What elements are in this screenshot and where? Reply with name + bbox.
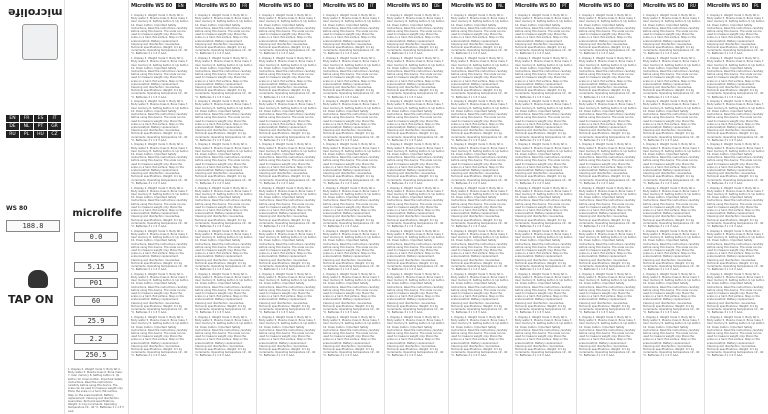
page-title: Microlife WS 80	[387, 3, 429, 9]
lcd-3: P01	[74, 278, 118, 288]
page-title: Microlife WS 80	[515, 3, 557, 9]
page-title: Microlife WS 80	[195, 3, 237, 9]
lcd-1: 0.0	[74, 232, 118, 242]
lcd-4: 60	[74, 296, 118, 306]
page-3: Microlife WS 80 ES 1. Display 2. Weight mode 3. Body fat 4. Body water 5. Muscle mass 6. Bone mass 7. User memory 8. Setting button 9. Up button 10. Down button. Important Safety Instructions. Read the instructions carefully before using this device. The scale can be used to measure weight only. Place the scale on a hard, flat surface. Step on the scale barefoot. Battery replacement. Cleaning and disinfection. Guarantee. Technical specifications. Weight: 0.1 kg increments. Operating temperature 10 - 40 °C. Batteries 3 x 1.5 V AAA. 1. Display 2. Weight mode 3. Body fat 4. Body water 5. Muscle mass 6. Bone mass 7. User memory 8. Setting button 9. Up button 10. Down button. Important Safety Instructions. Read the instructions carefully before using this device. The scale can be used to measure weight only. Place the scale on a hard, flat surface. Step on the scale barefoot. Battery replacement. Cleaning and disinfection. Guarantee. Technical specifications. Weight: 0.1 kg increments. Operating temperature 10 - 40 °C. Batteries 3 x 1.5 V AAA. 1. Display 2. Weight mode 3. Body fat 4. Body water 5. Muscle mass 6. Bone mass 7. User memory 8. Setting button 9. Up button 10. Down button. Important Safety Instructions. Read the instructions carefully before using this device. The scale can be used to measure weight only. Place the scale on a hard, flat surface. Step on the scale barefoot. Battery replacement. Cleaning and disinfection. Guarantee. Technical specifications. Weight: 0.1 kg increments. Operating temperature 10 - 40 °C. Batteries 3 x 1.5 V AAA. 1. Display 2. Weight mode 3. Body fat 4. Body water 5. Muscle mass 6. Bone mass 7. User memory 8. Setting button 9. Up button 10. Down button. Important Safety Instructions. Read the instructions carefully before using this device. The scale can be used to measure weight only. Place the scale on a hard, flat surface. Step on the scale barefoot. Battery replacement. Cleaning and disinfection. Guarantee. Technical specifications. Weight: 0.1 kg increments. Operating temperature 10 - 40 °C. Batteries 3 x 1.5 V AAA. 1. Display 2. Weight mode 3. Body fat 4. Body water 5. Muscle mass 6. Bone mass 7. User memory 8. Setting button 9. Up button 10. Down button. Important Safety Instructions. Read the instructions carefully before using this device. The scale can be used to measure weight only. Place the scale on a hard, flat surface. Step on the scale barefoot. Battery replacement. Cleaning and disinfection. Guarantee. Technical specifications. Weight: 0.1 kg increments. Operating temperature 10 - 40 °C. Batteries 3 x 1.5 V AAA. 1. Display 2. Weight mode 3. Body fat 4. Body water 5. Muscle mass 6. Bone mass 7. User memory 8. Setting button 9. Up button 10. Down button. Important Safety Instructions. Read the instructions carefully before using this device. The scale can be used to measure weight only. Place the scale on a hard, flat surface. Step on the scale barefoot. Battery replacement. Cleaning and disinfection. Guarantee. Technical specifications. Weight: 0.1 kg increments. Operating temperature 10 - 40 °C. Batteries 3 x 1.5 V AAA. 1. Display 2. Weight mode 3. Body fat 4. Body water 5. Muscle mass 6. Bone mass 7. User memory 8. Setting button 9. Up button 10. Down button. Important Safety Instructions. Read the instructions carefully before using this device. The scale can be used to measure weight only. Place the scale on a hard, flat surface. Step on the scale barefoot. Battery replacement. Cleaning and disinfection. Guarantee. Technical specifications. Weight: 0.1 kg increments. Operating temperature 10 - 40 °C. Batteries 3 x 1.5 V AAA. 1. Display 2. Weight mode 3. Body fat 4. Body water 5. Muscle mass 6. Bone mass 7. User memory 8. Setting button 9. Up button 10. Down button. Important Safety Instructions. Read the instructions carefully before using this device. The scale can be used to measure weight only. Place the scale on a hard, flat surface. Step on the scale barefoot. Battery replacement. Cleaning and disinfection. Guarantee. Technical specifications. Weight: 0.1 kg increments. Operating temperature 10 - 40 °C. Batteries 3 x 1.5 V AAA.	[256, 0, 321, 414]
foot-icon	[28, 270, 48, 288]
lcd-6: 2.2	[74, 334, 118, 344]
page-title: Microlife WS 80	[643, 3, 685, 9]
page-5: Microlife WS 80 DE 1. Display 2. Weight mode 3. Body fat 4. Body water 5. Muscle mass 6. Bone mass 7. User memory 8. Setting button 9. Up button 10. Down button. Important Safety Instructions. Read the instructions carefully before using this device. The scale can be used to measure weight only. Place the scale on a hard, flat surface. Step on the scale barefoot. Battery replacement. Cleaning and disinfection. Guarantee. Technical specifications. Weight: 0.1 kg increments. Operating temperature 10 - 40 °C. Batteries 3 x 1.5 V AAA. 1. Display 2. Weight mode 3. Body fat 4. Body water 5. Muscle mass 6. Bone mass 7. User memory 8. Setting button 9. Up button 10. Down button. Important Safety Instructions. Read the instructions carefully before using this device. The scale can be used to measure weight only. Place the scale on a hard, flat surface. Step on the scale barefoot. Battery replacement. Cleaning and disinfection. Guarantee. Technical specifications. Weight: 0.1 kg increments. Operating temperature 10 - 40 °C. Batteries 3 x 1.5 V AAA. 1. Display 2. Weight mode 3. Body fat 4. Body water 5. Muscle mass 6. Bone mass 7. User memory 8. Setting button 9. Up button 10. Down button. Important Safety Instructions. Read the instructions carefully before using this device. The scale can be used to measure weight only. Place the scale on a hard, flat surface. Step on the scale barefoot. Battery replacement. Cleaning and disinfection. Guarantee. Technical specifications. Weight: 0.1 kg increments. Operating temperature 10 - 40 °C. Batteries 3 x 1.5 V AAA. 1. Display 2. Weight mode 3. Body fat 4. Body water 5. Muscle mass 6. Bone mass 7. User memory 8. Setting button 9. Up button 10. Down button. Important Safety Instructions. Read the instructions carefully before using this device. The scale can be used to measure weight only. Place the scale on a hard, flat surface. Step on the scale barefoot. Battery replacement. Cleaning and disinfection. Guarantee. Technical specifications. Weight: 0.1 kg increments. Operating temperature 10 - 40 °C. Batteries 3 x 1.5 V AAA. 1. Display 2. Weight mode 3. Body fat 4. Body water 5. Muscle mass 6. Bone mass 7. User memory 8. Setting button 9. Up button 10. Down button. Important Safety Instructions. Read the instructions carefully before using this device. The scale can be used to measure weight only. Place the scale on a hard, flat surface. Step on the scale barefoot. Battery replacement. Cleaning and disinfection. Guarantee. Technical specifications. Weight: 0.1 kg increments. Operating temperature 10 - 40 °C. Batteries 3 x 1.5 V AAA. 1. Display 2. Weight mode 3. Body fat 4. Body water 5. Muscle mass 6. Bone mass 7. User memory 8. Setting button 9. Up button 10. Down button. Important Safety Instructions. Read the instructions carefully before using this device. The scale can be used to measure weight only. Place the scale on a hard, flat surface. Step on the scale barefoot. Battery replacement. Cleaning and disinfection. Guarantee. Technical specifications. Weight: 0.1 kg increments. Operating temperature 10 - 40 °C. Batteries 3 x 1.5 V AAA. 1. Display 2. Weight mode 3. Body fat 4. Body water 5. Muscle mass 6. Bone mass 7. User memory 8. Setting button 9. Up button 10. Down button. Important Safety Instructions. Read the instructions carefully before using this device. The scale can be used to measure weight only. Place the scale on a hard, flat surface. Step on the scale barefoot. Battery replacement. Cleaning and disinfection. Guarantee. Technical specifications. Weight: 0.1 kg increments. Operating temperature 10 - 40 °C. Batteries 3 x 1.5 V AAA. 1. Display 2. Weight mode 3. Body fat 4. Body water 5. Muscle mass 6. Bone mass 7. User memory 8. Setting button 9. Up button 10. Down button. Important Safety Instructions. Read the instructions carefully before using this device. The scale can be used to measure weight only. Place the scale on a hard, flat surface. Step on the scale barefoot. Battery replacement. Cleaning and disinfection. Guarantee. Technical specifications. Weight: 0.1 kg increments. Operating temperature 10 - 40 °C. Batteries 3 x 1.5 V AAA.	[384, 0, 449, 414]
page-text: 1. Display 2. Weight mode 3. Body fat 4. Body water 5. Muscle mass 6. Bone mass 7. User memory 8. Setting button 9. Up button 10. Down button. Important Safety Instructions. Read the instructions carefully before using this device. The scale can be used to measure weight only. Place the scale on a hard, flat surface. Step on the scale barefoot. Battery replacement. Cleaning and disinfection. Guarantee. Technical specifications. Weight: 0.1 kg increments. Operating temperature 10 - 40 °C. Batteries 3 x 1.5 V AAA. 1. Display 2. Weight mode 3. Body fat 4. Body water 5. Muscle mass 6. Bone mass 7. User memory 8. Setting button 9. Up button 10. Down button. Important Safety Instructions. Read the instructions carefully before using this device. The scale can be used to measure weight only. Place the scale on a hard, flat surface. Step on the scale barefoot. Battery replacement. Cleaning and disinfection. Guarantee. Technical specifications. Weight: 0.1 kg increments. Operating temperature 10 - 40 °C. Batteries 3 x 1.5 V AAA. 1. Display 2. Weight mode 3. Body fat 4. Body water 5. Muscle mass 6. Bone mass 7. User memory 8. Setting button 9. Up button 10. Down button. Important Safety Instructions. Read the instructions carefully before using this device. The scale can be used to measure weight only. Place the scale on a hard, flat surface. Step on the scale barefoot. Battery replacement. Cleaning and disinfection. Guarantee. Technical specifications. Weight: 0.1 kg increments. Operating temperature 10 - 40 °C. Batteries 3 x 1.5 V AAA. 1. Display 2. Weight mode 3. Body fat 4. Body water 5. Muscle mass 6. Bone mass 7. User memory 8. Setting button 9. Up button 10. Down button. Important Safety Instructions. Read the instructions carefully before using this device. The scale can be used to measure weight only. Place the scale on a hard, flat surface. Step on the scale barefoot. Battery replacement. Cleaning and disinfection. Guarantee. Technical specifications. Weight: 0.1 kg increments. Operating temperature 10 - 40 °C. Batteries 3 x 1.5 V AAA. 1. Display 2. Weight mode 3. Body fat 4. Body water 5. Muscle mass 6. Bone mass 7. User memory 8. Setting button 9. Up button 10. Down button. Important Safety Instructions. Read the instructions carefully before using this device. The scale can be used to measure weight only. Place the scale on a hard, flat surface. Step on the scale barefoot. Battery replacement. Cleaning and disinfection. Guarantee. Technical specifications. Weight: 0.1 kg increments. Operating temperature 10 - 40 °C. Batteries 3 x 1.5 V AAA. 1. Display 2. Weight mode 3. Body fat 4. Body water 5. Muscle mass 6. Bone mass 7. User memory 8. Setting button 9. Up button 10. Down button. Important Safety Instructions. Read the instructions carefully before using this device. The scale can be used to measure weight only. Place the scale on a hard, flat surface. Step on the scale barefoot. Battery replacement. Cleaning and disinfection. Guarantee. Technical specifications. Weight: 0.1 kg increments. Operating temperature 10 - 40 °C. Batteries 3 x 1.5 V AAA. 1. Display 2. Weight mode 3. Body fat 4. Body water 5. Muscle mass 6. Bone mass 7. User memory 8. Setting button 9. Up button 10. Down button. Important Safety Instructions. Read the instructions carefully before using this device. The scale can be used to measure weight only. Place the scale on a hard, flat surface. Step on the scale barefoot. Battery replacement. Cleaning and disinfection. Guarantee. Technical specifications. Weight: 0.1 kg increments. Operating temperature 10 - 40 °C. Batteries 3 x 1.5 V AAA. 1. Display 2. Weight mode 3. Body fat 4. Body water 5. Muscle mass 6. Bone mass 7. User memory 8. Setting button 9. Up button 10. Down button. Important Safety Instructions. Read the instructions carefully before using this device. The scale can be used to measure weight only. Place the scale on a hard, flat surface. Step on the scale barefoot. Battery replacement. Cleaning and disinfection. Guarantee. Technical specifications. Weight: 0.1 kg increments. Operating temperature 10 - 40 °C. Batteries 3 x 1.5 V AAA.	[451, 14, 509, 358]
lcd-5: 25.9	[74, 316, 118, 326]
page-9: Microlife WS 80 RU 1. Display 2. Weight mode 3. Body fat 4. Body water 5. Muscle mass 6. Bone mass 7. User memory 8. Setting button 9. Up button 10. Down button. Important Safety Instructions. Read the instructions carefully before using this device. The scale can be used to measure weight only. Place the scale on a hard, flat surface. Step on the scale barefoot. Battery replacement. Cleaning and disinfection. Guarantee. Technical specifications. Weight: 0.1 kg increments. Operating temperature 10 - 40 °C. Batteries 3 x 1.5 V AAA. 1. Display 2. Weight mode 3. Body fat 4. Body water 5. Muscle mass 6. Bone mass 7. User memory 8. Setting button 9. Up button 10. Down button. Important Safety Instructions. Read the instructions carefully before using this device. The scale can be used to measure weight only. Place the scale on a hard, flat surface. Step on the scale barefoot. Battery replacement. Cleaning and disinfection. Guarantee. Technical specifications. Weight: 0.1 kg increments. Operating temperature 10 - 40 °C. Batteries 3 x 1.5 V AAA. 1. Display 2. Weight mode 3. Body fat 4. Body water 5. Muscle mass 6. Bone mass 7. User memory 8. Setting button 9. Up button 10. Down button. Important Safety Instructions. Read the instructions carefully before using this device. The scale can be used to measure weight only. Place the scale on a hard, flat surface. Step on the scale barefoot. Battery replacement. Cleaning and disinfection. Guarantee. Technical specifications. Weight: 0.1 kg increments. Operating temperature 10 - 40 °C. Batteries 3 x 1.5 V AAA. 1. Display 2. Weight mode 3. Body fat 4. Body water 5. Muscle mass 6. Bone mass 7. User memory 8. Setting button 9. Up button 10. Down button. Important Safety Instructions. Read the instructions carefully before using this device. The scale can be used to measure weight only. Place the scale on a hard, flat surface. Step on the scale barefoot. Battery replacement. Cleaning and disinfection. Guarantee. Technical specifications. Weight: 0.1 kg increments. Operating temperature 10 - 40 °C. Batteries 3 x 1.5 V AAA. 1. Display 2. Weight mode 3. Body fat 4. Body water 5. Muscle mass 6. Bone mass 7. User memory 8. Setting button 9. Up button 10. Down button. Important Safety Instructions. Read the instructions carefully before using this device. The scale can be used to measure weight only. Place the scale on a hard, flat surface. Step on the scale barefoot. Battery replacement. Cleaning and disinfection. Guarantee. Technical specifications. Weight: 0.1 kg increments. Operating temperature 10 - 40 °C. Batteries 3 x 1.5 V AAA. 1. Display 2. Weight mode 3. Body fat 4. Body water 5. Muscle mass 6. Bone mass 7. User memory 8. Setting button 9. Up button 10. Down button. Important Safety Instructions. Read the instructions carefully before using this device. The scale can be used to measure weight only. Place the scale on a hard, flat surface. Step on the scale barefoot. Battery replacement. Cleaning and disinfection. Guarantee. Technical specifications. Weight: 0.1 kg increments. Operating temperature 10 - 40 °C. Batteries 3 x 1.5 V AAA. 1. Display 2. Weight mode 3. Body fat 4. Body water 5. Muscle mass 6. Bone mass 7. User memory 8. Setting button 9. Up button 10. Down button. Important Safety Instructions. Read the instructions carefully before using this device. The scale can be used to measure weight only. Place the scale on a hard, flat surface. Step on the scale barefoot. Battery replacement. Cleaning and disinfection. Guarantee. Technical specifications. Weight: 0.1 kg increments. Operating temperature 10 - 40 °C. Batteries 3 x 1.5 V AAA. 1. Display 2. Weight mode 3. Body fat 4. Body water 5. Muscle mass 6. Bone mass 7. User memory 8. Setting button 9. Up button 10. Down button. Important Safety Instructions. Read the instructions carefully before using this device. The scale can be used to measure weight only. Place the scale on a hard, flat surface. Step on the scale barefoot. Battery replacement. Cleaning and disinfection. Guarantee. Technical specifications. Weight: 0.1 kg increments. Operating temperature 10 - 40 °C. Batteries 3 x 1.5 V AAA.	[640, 0, 705, 414]
page-text: 1. Display 2. Weight mode 3. Body fat 4. Body water 5. Muscle mass 6. Bone mass 7. User memory 8. Setting button 9. Up button 10. Down button. Important Safety Instructions. Read the instructions carefully before using this device. The scale can be used to measure weight only. Place the scale on a hard, flat surface. Step on the scale barefoot. Battery replacement. Cleaning and disinfection. Guarantee. Technical specifications. Weight: 0.1 kg increments. Operating temperature 10 - 40 °C. Batteries 3 x 1.5 V AAA. 1. Display 2. Weight mode 3. Body fat 4. Body water 5. Muscle mass 6. Bone mass 7. User memory 8. Setting button 9. Up button 10. Down button. Important Safety Instructions. Read the instructions carefully before using this device. The scale can be used to measure weight only. Place the scale on a hard, flat surface. Step on the scale barefoot. Battery replacement. Cleaning and disinfection. Guarantee. Technical specifications. Weight: 0.1 kg increments. Operating temperature 10 - 40 °C. Batteries 3 x 1.5 V AAA. 1. Display 2. Weight mode 3. Body fat 4. Body water 5. Muscle mass 6. Bone mass 7. User memory 8. Setting button 9. Up button 10. Down button. Important Safety Instructions. Read the instructions carefully before using this device. The scale can be used to measure weight only. Place the scale on a hard, flat surface. Step on the scale barefoot. Battery replacement. Cleaning and disinfection. Guarantee. Technical specifications. Weight: 0.1 kg increments. Operating temperature 10 - 40 °C. Batteries 3 x 1.5 V AAA. 1. Display 2. Weight mode 3. Body fat 4. Body water 5. Muscle mass 6. Bone mass 7. User memory 8. Setting button 9. Up button 10. Down button. Important Safety Instructions. Read the instructions carefully before using this device. The scale can be used to measure weight only. Place the scale on a hard, flat surface. Step on the scale barefoot. Battery replacement. Cleaning and disinfection. Guarantee. Technical specifications. Weight: 0.1 kg increments. Operating temperature 10 - 40 °C. Batteries 3 x 1.5 V AAA. 1. Display 2. Weight mode 3. Body fat 4. Body water 5. Muscle mass 6. Bone mass 7. User memory 8. Setting button 9. Up button 10. Down button. Important Safety Instructions. Read the instructions carefully before using this device. The scale can be used to measure weight only. Place the scale on a hard, flat surface. Step on the scale barefoot. Battery replacement. Cleaning and disinfection. Guarantee. Technical specifications. Weight: 0.1 kg increments. Operating temperature 10 - 40 °C. Batteries 3 x 1.5 V AAA. 1. Display 2. Weight mode 3. Body fat 4. Body water 5. Muscle mass 6. Bone mass 7. User memory 8. Setting button 9. Up button 10. Down button. Important Safety Instructions. Read the instructions carefully before using this device. The scale can be used to measure weight only. Place the scale on a hard, flat surface. Step on the scale barefoot. Battery replacement. Cleaning and disinfection. Guarantee. Technical specifications. Weight: 0.1 kg increments. Operating temperature 10 - 40 °C. Batteries 3 x 1.5 V AAA. 1. Display 2. Weight mode 3. Body fat 4. Body water 5. Muscle mass 6. Bone mass 7. User memory 8. Setting button 9. Up button 10. Down button. Important Safety Instructions. Read the instructions carefully before using this device. The scale can be used to measure weight only. Place the scale on a hard, flat surface. Step on the scale barefoot. Battery replacement. Cleaning and disinfection. Guarantee. Technical specifications. Weight: 0.1 kg increments. Operating temperature 10 - 40 °C. Batteries 3 x 1.5 V AAA. 1. Display 2. Weight mode 3. Body fat 4. Body water 5. Muscle mass 6. Bone mass 7. User memory 8. Setting button 9. Up button 10. Down button. Important Safety Instructions. Read the instructions carefully before using this device. The scale can be used to measure weight only. Place the scale on a hard, flat surface. Step on the scale barefoot. Battery replacement. Cleaning and disinfection. Guarantee. Technical specifications. Weight: 0.1 kg increments. Operating temperature 10 - 40 °C. Batteries 3 x 1.5 V AAA.	[643, 14, 701, 358]
page-title: Microlife WS 80	[579, 3, 621, 9]
language-grid: EN FR ES IT DE NL PT GR RU PL HU CZ	[6, 115, 61, 138]
page-text: 1. Display 2. Weight mode 3. Body fat 4. Body water 5. Muscle mass 6. Bone mass 7. User memory 8. Setting button 9. Up button 10. Down button. Important Safety Instructions. Read the instructions carefully before using this device. The scale can be used to measure weight only. Place the scale on a hard, flat surface. Step on the scale barefoot. Battery replacement. Cleaning and disinfection. Guarantee. Technical specifications. Weight: 0.1 kg increments. Operating temperature 10 - 40 °C. Batteries 3 x 1.5 V AAA. 1. Display 2. Weight mode 3. Body fat 4. Body water 5. Muscle mass 6. Bone mass 7. User memory 8. Setting button 9. Up button 10. Down button. Important Safety Instructions. Read the instructions carefully before using this device. The scale can be used to measure weight only. Place the scale on a hard, flat surface. Step on the scale barefoot. Battery replacement. Cleaning and disinfection. Guarantee. Technical specifications. Weight: 0.1 kg increments. Operating temperature 10 - 40 °C. Batteries 3 x 1.5 V AAA. 1. Display 2. Weight mode 3. Body fat 4. Body water 5. Muscle mass 6. Bone mass 7. User memory 8. Setting button 9. Up button 10. Down button. Important Safety Instructions. Read the instructions carefully before using this device. The scale can be used to measure weight only. Place the scale on a hard, flat surface. Step on the scale barefoot. Battery replacement. Cleaning and disinfection. Guarantee. Technical specifications. Weight: 0.1 kg increments. Operating temperature 10 - 40 °C. Batteries 3 x 1.5 V AAA. 1. Display 2. Weight mode 3. Body fat 4. Body water 5. Muscle mass 6. Bone mass 7. User memory 8. Setting button 9. Up button 10. Down button. Important Safety Instructions. Read the instructions carefully before using this device. The scale can be used to measure weight only. Place the scale on a hard, flat surface. Step on the scale barefoot. Battery replacement. Cleaning and disinfection. Guarantee. Technical specifications. Weight: 0.1 kg increments. Operating temperature 10 - 40 °C. Batteries 3 x 1.5 V AAA. 1. Display 2. Weight mode 3. Body fat 4. Body water 5. Muscle mass 6. Bone mass 7. User memory 8. Setting button 9. Up button 10. Down button. Important Safety Instructions. Read the instructions carefully before using this device. The scale can be used to measure weight only. Place the scale on a hard, flat surface. Step on the scale barefoot. Battery replacement. Cleaning and disinfection. Guarantee. Technical specifications. Weight: 0.1 kg increments. Operating temperature 10 - 40 °C. Batteries 3 x 1.5 V AAA. 1. Display 2. Weight mode 3. Body fat 4. Body water 5. Muscle mass 6. Bone mass 7. User memory 8. Setting button 9. Up button 10. Down button. Important Safety Instructions. Read the instructions carefully before using this device. The scale can be used to measure weight only. Place the scale on a hard, flat surface. Step on the scale barefoot. Battery replacement. Cleaning and disinfection. Guarantee. Technical specifications. Weight: 0.1 kg increments. Operating temperature 10 - 40 °C. Batteries 3 x 1.5 V AAA. 1. Display 2. Weight mode 3. Body fat 4. Body water 5. Muscle mass 6. Bone mass 7. User memory 8. Setting button 9. Up button 10. Down button. Important Safety Instructions. Read the instructions carefully before using this device. The scale can be used to measure weight only. Place the scale on a hard, flat surface. Step on the scale barefoot. Battery replacement. Cleaning and disinfection. Guarantee. Technical specifications. Weight: 0.1 kg increments. Operating temperature 10 - 40 °C. Batteries 3 x 1.5 V AAA. 1. Display 2. Weight mode 3. Body fat 4. Body water 5. Muscle mass 6. Bone mass 7. User memory 8. Setting button 9. Up button 10. Down button. Important Safety Instructions. Read the instructions carefully before using this device. The scale can be used to measure weight only. Place the scale on a hard, flat surface. Step on the scale barefoot. Battery replacement. Cleaning and disinfection. Guarantee. Technical specifications. Weight: 0.1 kg increments. Operating temperature 10 - 40 °C. Batteries 3 x 1.5 V AAA.	[259, 14, 317, 358]
rotated-brand: microlife	[8, 6, 63, 19]
cover-panel	[0, 0, 65, 414]
page-title: Microlife WS 80	[131, 3, 173, 9]
page-text: 1. Display 2. Weight mode 3. Body fat 4. Body water 5. Muscle mass 6. Bone mass 7. User memory 8. Setting button 9. Up button 10. Down button. Important Safety Instructions. Read the instructions carefully before using this device. The scale can be used to measure weight only. Place the scale on a hard, flat surface. Step on the scale barefoot. Battery replacement. Cleaning and disinfection. Guarantee. Technical specifications. Weight: 0.1 kg increments. Operating temperature 10 - 40 °C. Batteries 3 x 1.5 V AAA. 1. Display 2. Weight mode 3. Body fat 4. Body water 5. Muscle mass 6. Bone mass 7. User memory 8. Setting button 9. Up button 10. Down button. Important Safety Instructions. Read the instructions carefully before using this device. The scale can be used to measure weight only. Place the scale on a hard, flat surface. Step on the scale barefoot. Battery replacement. Cleaning and disinfection. Guarantee. Technical specifications. Weight: 0.1 kg increments. Operating temperature 10 - 40 °C. Batteries 3 x 1.5 V AAA. 1. Display 2. Weight mode 3. Body fat 4. Body water 5. Muscle mass 6. Bone mass 7. User memory 8. Setting button 9. Up button 10. Down button. Important Safety Instructions. Read the instructions carefully before using this device. The scale can be used to measure weight only. Place the scale on a hard, flat surface. Step on the scale barefoot. Battery replacement. Cleaning and disinfection. Guarantee. Technical specifications. Weight: 0.1 kg increments. Operating temperature 10 - 40 °C. Batteries 3 x 1.5 V AAA. 1. Display 2. Weight mode 3. Body fat 4. Body water 5. Muscle mass 6. Bone mass 7. User memory 8. Setting button 9. Up button 10. Down button. Important Safety Instructions. Read the instructions carefully before using this device. The scale can be used to measure weight only. Place the scale on a hard, flat surface. Step on the scale barefoot. Battery replacement. Cleaning and disinfection. Guarantee. Technical specifications. Weight: 0.1 kg increments. Operating temperature 10 - 40 °C. Batteries 3 x 1.5 V AAA. 1. Display 2. Weight mode 3. Body fat 4. Body water 5. Muscle mass 6. Bone mass 7. User memory 8. Setting button 9. Up button 10. Down button. Important Safety Instructions. Read the instructions carefully before using this device. The scale can be used to measure weight only. Place the scale on a hard, flat surface. Step on the scale barefoot. Battery replacement. Cleaning and disinfection. Guarantee. Technical specifications. Weight: 0.1 kg increments. Operating temperature 10 - 40 °C. Batteries 3 x 1.5 V AAA. 1. Display 2. Weight mode 3. Body fat 4. Body water 5. Muscle mass 6. Bone mass 7. User memory 8. Setting button 9. Up button 10. Down button. Important Safety Instructions. Read the instructions carefully before using this device. The scale can be used to measure weight only. Place the scale on a hard, flat surface. Step on the scale barefoot. Battery replacement. Cleaning and disinfection. Guarantee. Technical specifications. Weight: 0.1 kg increments. Operating temperature 10 - 40 °C. Batteries 3 x 1.5 V AAA. 1. Display 2. Weight mode 3. Body fat 4. Body water 5. Muscle mass 6. Bone mass 7. User memory 8. Setting button 9. Up button 10. Down button. Important Safety Instructions. Read the instructions carefully before using this device. The scale can be used to measure weight only. Place the scale on a hard, flat surface. Step on the scale barefoot. Battery replacement. Cleaning and disinfection. Guarantee. Technical specifications. Weight: 0.1 kg increments. Operating temperature 10 - 40 °C. Batteries 3 x 1.5 V AAA. 1. Display 2. Weight mode 3. Body fat 4. Body water 5. Muscle mass 6. Bone mass 7. User memory 8. Setting button 9. Up button 10. Down button. Important Safety Instructions. Read the instructions carefully before using this device. The scale can be used to measure weight only. Place the scale on a hard, flat surface. Step on the scale barefoot. Battery replacement. Cleaning and disinfection. Guarantee. Technical specifications. Weight: 0.1 kg increments. Operating temperature 10 - 40 °C. Batteries 3 x 1.5 V AAA.	[131, 14, 189, 358]
page-title: Microlife WS 80	[259, 3, 301, 9]
page-title: Microlife WS 80	[707, 3, 749, 9]
page-text: 1. Display 2. Weight mode 3. Body fat 4. Body water 5. Muscle mass 6. Bone mass 7. User memory 8. Setting button 9. Up button 10. Down button. Important Safety Instructions. Read the instructions carefully before using this device. The scale can be used to measure weight only. Place the scale on a hard, flat surface. Step on the scale barefoot. Battery replacement. Cleaning and disinfection. Guarantee. Technical specifications. Weight: 0.1 kg increments. Operating temperature 10 - 40 °C. Batteries 3 x 1.5 V AAA. 1. Display 2. Weight mode 3. Body fat 4. Body water 5. Muscle mass 6. Bone mass 7. User memory 8. Setting button 9. Up button 10. Down button. Important Safety Instructions. Read the instructions carefully before using this device. The scale can be used to measure weight only. Place the scale on a hard, flat surface. Step on the scale barefoot. Battery replacement. Cleaning and disinfection. Guarantee. Technical specifications. Weight: 0.1 kg increments. Operating temperature 10 - 40 °C. Batteries 3 x 1.5 V AAA. 1. Display 2. Weight mode 3. Body fat 4. Body water 5. Muscle mass 6. Bone mass 7. User memory 8. Setting button 9. Up button 10. Down button. Important Safety Instructions. Read the instructions carefully before using this device. The scale can be used to measure weight only. Place the scale on a hard, flat surface. Step on the scale barefoot. Battery replacement. Cleaning and disinfection. Guarantee. Technical specifications. Weight: 0.1 kg increments. Operating temperature 10 - 40 °C. Batteries 3 x 1.5 V AAA. 1. Display 2. Weight mode 3. Body fat 4. Body water 5. Muscle mass 6. Bone mass 7. User memory 8. Setting button 9. Up button 10. Down button. Important Safety Instructions. Read the instructions carefully before using this device. The scale can be used to measure weight only. Place the scale on a hard, flat surface. Step on the scale barefoot. Battery replacement. Cleaning and disinfection. Guarantee. Technical specifications. Weight: 0.1 kg increments. Operating temperature 10 - 40 °C. Batteries 3 x 1.5 V AAA. 1. Display 2. Weight mode 3. Body fat 4. Body water 5. Muscle mass 6. Bone mass 7. User memory 8. Setting button 9. Up button 10. Down button. Important Safety Instructions. Read the instructions carefully before using this device. The scale can be used to measure weight only. Place the scale on a hard, flat surface. Step on the scale barefoot. Battery replacement. Cleaning and disinfection. Guarantee. Technical specifications. Weight: 0.1 kg increments. Operating temperature 10 - 40 °C. Batteries 3 x 1.5 V AAA. 1. Display 2. Weight mode 3. Body fat 4. Body water 5. Muscle mass 6. Bone mass 7. User memory 8. Setting button 9. Up button 10. Down button. Important Safety Instructions. Read the instructions carefully before using this device. The scale can be used to measure weight only. Place the scale on a hard, flat surface. Step on the scale barefoot. Battery replacement. Cleaning and disinfection. Guarantee. Technical specifications. Weight: 0.1 kg increments. Operating temperature 10 - 40 °C. Batteries 3 x 1.5 V AAA. 1. Display 2. Weight mode 3. Body fat 4. Body water 5. Muscle mass 6. Bone mass 7. User memory 8. Setting button 9. Up button 10. Down button. Important Safety Instructions. Read the instructions carefully before using this device. The scale can be used to measure weight only. Place the scale on a hard, flat surface. Step on the scale barefoot. Battery replacement. Cleaning and disinfection. Guarantee. Technical specifications. Weight: 0.1 kg increments. Operating temperature 10 - 40 °C. Batteries 3 x 1.5 V AAA. 1. Display 2. Weight mode 3. Body fat 4. Body water 5. Muscle mass 6. Bone mass 7. User memory 8. Setting button 9. Up button 10. Down button. Important Safety Instructions. Read the instructions carefully before using this device. The scale can be used to measure weight only. Place the scale on a hard, flat surface. Step on the scale barefoot. Battery replacement. Cleaning and disinfection. Guarantee. Technical specifications. Weight: 0.1 kg increments. Operating temperature 10 - 40 °C. Batteries 3 x 1.5 V AAA.	[515, 14, 573, 358]
page-4: Microlife WS 80 IT 1. Display 2. Weight mode 3. Body fat 4. Body water 5. Muscle mass 6. Bone mass 7. User memory 8. Setting button 9. Up button 10. Down button. Important Safety Instructions. Read the instructions carefully before using this device. The scale can be used to measure weight only. Place the scale on a hard, flat surface. Step on the scale barefoot. Battery replacement. Cleaning and disinfection. Guarantee. Technical specifications. Weight: 0.1 kg increments. Operating temperature 10 - 40 °C. Batteries 3 x 1.5 V AAA. 1. Display 2. Weight mode 3. Body fat 4. Body water 5. Muscle mass 6. Bone mass 7. User memory 8. Setting button 9. Up button 10. Down button. Important Safety Instructions. Read the instructions carefully before using this device. The scale can be used to measure weight only. Place the scale on a hard, flat surface. Step on the scale barefoot. Battery replacement. Cleaning and disinfection. Guarantee. Technical specifications. Weight: 0.1 kg increments. Operating temperature 10 - 40 °C. Batteries 3 x 1.5 V AAA. 1. Display 2. Weight mode 3. Body fat 4. Body water 5. Muscle mass 6. Bone mass 7. User memory 8. Setting button 9. Up button 10. Down button. Important Safety Instructions. Read the instructions carefully before using this device. The scale can be used to measure weight only. Place the scale on a hard, flat surface. Step on the scale barefoot. Battery replacement. Cleaning and disinfection. Guarantee. Technical specifications. Weight: 0.1 kg increments. Operating temperature 10 - 40 °C. Batteries 3 x 1.5 V AAA. 1. Display 2. Weight mode 3. Body fat 4. Body water 5. Muscle mass 6. Bone mass 7. User memory 8. Setting button 9. Up button 10. Down button. Important Safety Instructions. Read the instructions carefully before using this device. The scale can be used to measure weight only. Place the scale on a hard, flat surface. Step on the scale barefoot. Battery replacement. Cleaning and disinfection. Guarantee. Technical specifications. Weight: 0.1 kg increments. Operating temperature 10 - 40 °C. Batteries 3 x 1.5 V AAA. 1. Display 2. Weight mode 3. Body fat 4. Body water 5. Muscle mass 6. Bone mass 7. User memory 8. Setting button 9. Up button 10. Down button. Important Safety Instructions. Read the instructions carefully before using this device. The scale can be used to measure weight only. Place the scale on a hard, flat surface. Step on the scale barefoot. Battery replacement. Cleaning and disinfection. Guarantee. Technical specifications. Weight: 0.1 kg increments. Operating temperature 10 - 40 °C. Batteries 3 x 1.5 V AAA. 1. Display 2. Weight mode 3. Body fat 4. Body water 5. Muscle mass 6. Bone mass 7. User memory 8. Setting button 9. Up button 10. Down button. Important Safety Instructions. Read the instructions carefully before using this device. The scale can be used to measure weight only. Place the scale on a hard, flat surface. Step on the scale barefoot. Battery replacement. Cleaning and disinfection. Guarantee. Technical specifications. Weight: 0.1 kg increments. Operating temperature 10 - 40 °C. Batteries 3 x 1.5 V AAA. 1. Display 2. Weight mode 3. Body fat 4. Body water 5. Muscle mass 6. Bone mass 7. User memory 8. Setting button 9. Up button 10. Down button. Important Safety Instructions. Read the instructions carefully before using this device. The scale can be used to measure weight only. Place the scale on a hard, flat surface. Step on the scale barefoot. Battery replacement. Cleaning and disinfection. Guarantee. Technical specifications. Weight: 0.1 kg increments. Operating temperature 10 - 40 °C. Batteries 3 x 1.5 V AAA. 1. Display 2. Weight mode 3. Body fat 4. Body water 5. Muscle mass 6. Bone mass 7. User memory 8. Setting button 9. Up button 10. Down button. Important Safety Instructions. Read the instructions carefully before using this device. The scale can be used to measure weight only. Place the scale on a hard, flat surface. Step on the scale barefoot. Battery replacement. Cleaning and disinfection. Guarantee. Technical specifications. Weight: 0.1 kg increments. Operating temperature 10 - 40 °C. Batteries 3 x 1.5 V AAA.	[320, 0, 385, 414]
page-text: 1. Display 2. Weight mode 3. Body fat 4. Body water 5. Muscle mass 6. Bone mass 7. User memory 8. Setting button 9. Up button 10. Down button. Important Safety Instructions. Read the instructions carefully before using this device. The scale can be used to measure weight only. Place the scale on a hard, flat surface. Step on the scale barefoot. Battery replacement. Cleaning and disinfection. Guarantee. Technical specifications. Weight: 0.1 kg increments. Operating temperature 10 - 40 °C. Batteries 3 x 1.5 V AAA. 1. Display 2. Weight mode 3. Body fat 4. Body water 5. Muscle mass 6. Bone mass 7. User memory 8. Setting button 9. Up button 10. Down button. Important Safety Instructions. Read the instructions carefully before using this device. The scale can be used to measure weight only. Place the scale on a hard, flat surface. Step on the scale barefoot. Battery replacement. Cleaning and disinfection. Guarantee. Technical specifications. Weight: 0.1 kg increments. Operating temperature 10 - 40 °C. Batteries 3 x 1.5 V AAA. 1. Display 2. Weight mode 3. Body fat 4. Body water 5. Muscle mass 6. Bone mass 7. User memory 8. Setting button 9. Up button 10. Down button. Important Safety Instructions. Read the instructions carefully before using this device. The scale can be used to measure weight only. Place the scale on a hard, flat surface. Step on the scale barefoot. Battery replacement. Cleaning and disinfection. Guarantee. Technical specifications. Weight: 0.1 kg increments. Operating temperature 10 - 40 °C. Batteries 3 x 1.5 V AAA. 1. Display 2. Weight mode 3. Body fat 4. Body water 5. Muscle mass 6. Bone mass 7. User memory 8. Setting button 9. Up button 10. Down button. Important Safety Instructions. Read the instructions carefully before using this device. The scale can be used to measure weight only. Place the scale on a hard, flat surface. Step on the scale barefoot. Battery replacement. Cleaning and disinfection. Guarantee. Technical specifications. Weight: 0.1 kg increments. Operating temperature 10 - 40 °C. Batteries 3 x 1.5 V AAA. 1. Display 2. Weight mode 3. Body fat 4. Body water 5. Muscle mass 6. Bone mass 7. User memory 8. Setting button 9. Up button 10. Down button. Important Safety Instructions. Read the instructions carefully before using this device. The scale can be used to measure weight only. Place the scale on a hard, flat surface. Step on the scale barefoot. Battery replacement. Cleaning and disinfection. Guarantee. Technical specifications. Weight: 0.1 kg increments. Operating temperature 10 - 40 °C. Batteries 3 x 1.5 V AAA. 1. Display 2. Weight mode 3. Body fat 4. Body water 5. Muscle mass 6. Bone mass 7. User memory 8. Setting button 9. Up button 10. Down button. Important Safety Instructions. Read the instructions carefully before using this device. The scale can be used to measure weight only. Place the scale on a hard, flat surface. Step on the scale barefoot. Battery replacement. Cleaning and disinfection. Guarantee. Technical specifications. Weight: 0.1 kg increments. Operating temperature 10 - 40 °C. Batteries 3 x 1.5 V AAA. 1. Display 2. Weight mode 3. Body fat 4. Body water 5. Muscle mass 6. Bone mass 7. User memory 8. Setting button 9. Up button 10. Down button. Important Safety Instructions. Read the instructions carefully before using this device. The scale can be used to measure weight only. Place the scale on a hard, flat surface. Step on the scale barefoot. Battery replacement. Cleaning and disinfection. Guarantee. Technical specifications. Weight: 0.1 kg increments. Operating temperature 10 - 40 °C. Batteries 3 x 1.5 V AAA. 1. Display 2. Weight mode 3. Body fat 4. Body water 5. Muscle mass 6. Bone mass 7. User memory 8. Setting button 9. Up button 10. Down button. Important Safety Instructions. Read the instructions carefully before using this device. The scale can be used to measure weight only. Place the scale on a hard, flat surface. Step on the scale barefoot. Battery replacement. Cleaning and disinfection. Guarantee. Technical specifications. Weight: 0.1 kg increments. Operating temperature 10 - 40 °C. Batteries 3 x 1.5 V AAA.	[195, 14, 253, 358]
page-text: 1. Display 2. Weight mode 3. Body fat 4. Body water 5. Muscle mass 6. Bone mass 7. User memory 8. Setting button 9. Up button 10. Down button. Important Safety Instructions. Read the instructions carefully before using this device. The scale can be used to measure weight only. Place the scale on a hard, flat surface. Step on the scale barefoot. Battery replacement. Cleaning and disinfection. Guarantee. Technical specifications. Weight: 0.1 kg increments. Operating temperature 10 - 40 °C. Batteries 3 x 1.5 V AAA. 1. Display 2. Weight mode 3. Body fat 4. Body water 5. Muscle mass 6. Bone mass 7. User memory 8. Setting button 9. Up button 10. Down button. Important Safety Instructions. Read the instructions carefully before using this device. The scale can be used to measure weight only. Place the scale on a hard, flat surface. Step on the scale barefoot. Battery replacement. Cleaning and disinfection. Guarantee. Technical specifications. Weight: 0.1 kg increments. Operating temperature 10 - 40 °C. Batteries 3 x 1.5 V AAA. 1. Display 2. Weight mode 3. Body fat 4. Body water 5. Muscle mass 6. Bone mass 7. User memory 8. Setting button 9. Up button 10. Down button. Important Safety Instructions. Read the instructions carefully before using this device. The scale can be used to measure weight only. Place the scale on a hard, flat surface. Step on the scale barefoot. Battery replacement. Cleaning and disinfection. Guarantee. Technical specifications. Weight: 0.1 kg increments. Operating temperature 10 - 40 °C. Batteries 3 x 1.5 V AAA. 1. Display 2. Weight mode 3. Body fat 4. Body water 5. Muscle mass 6. Bone mass 7. User memory 8. Setting button 9. Up button 10. Down button. Important Safety Instructions. Read the instructions carefully before using this device. The scale can be used to measure weight only. Place the scale on a hard, flat surface. Step on the scale barefoot. Battery replacement. Cleaning and disinfection. Guarantee. Technical specifications. Weight: 0.1 kg increments. Operating temperature 10 - 40 °C. Batteries 3 x 1.5 V AAA. 1. Display 2. Weight mode 3. Body fat 4. Body water 5. Muscle mass 6. Bone mass 7. User memory 8. Setting button 9. Up button 10. Down button. Important Safety Instructions. Read the instructions carefully before using this device. The scale can be used to measure weight only. Place the scale on a hard, flat surface. Step on the scale barefoot. Battery replacement. Cleaning and disinfection. Guarantee. Technical specifications. Weight: 0.1 kg increments. Operating temperature 10 - 40 °C. Batteries 3 x 1.5 V AAA. 1. Display 2. Weight mode 3. Body fat 4. Body water 5. Muscle mass 6. Bone mass 7. User memory 8. Setting button 9. Up button 10. Down button. Important Safety Instructions. Read the instructions carefully before using this device. The scale can be used to measure weight only. Place the scale on a hard, flat surface. Step on the scale barefoot. Battery replacement. Cleaning and disinfection. Guarantee. Technical specifications. Weight: 0.1 kg increments. Operating temperature 10 - 40 °C. Batteries 3 x 1.5 V AAA. 1. Display 2. Weight mode 3. Body fat 4. Body water 5. Muscle mass 6. Bone mass 7. User memory 8. Setting button 9. Up button 10. Down button. Important Safety Instructions. Read the instructions carefully before using this device. The scale can be used to measure weight only. Place the scale on a hard, flat surface. Step on the scale barefoot. Battery replacement. Cleaning and disinfection. Guarantee. Technical specifications. Weight: 0.1 kg increments. Operating temperature 10 - 40 °C. Batteries 3 x 1.5 V AAA. 1. Display 2. Weight mode 3. Body fat 4. Body water 5. Muscle mass 6. Bone mass 7. User memory 8. Setting button 9. Up button 10. Down button. Important Safety Instructions. Read the instructions carefully before using this device. The scale can be used to measure weight only. Place the scale on a hard, flat surface. Step on the scale barefoot. Battery replacement. Cleaning and disinfection. Guarantee. Technical specifications. Weight: 0.1 kg increments. Operating temperature 10 - 40 °C. Batteries 3 x 1.5 V AAA.	[579, 14, 637, 358]
lcd-2: 5.15	[74, 262, 118, 272]
lcd-panel-main: 188.8	[6, 220, 60, 232]
side-text-block: 1. Display 2. Weight mode 3. Body fat 4. Body water 5. Muscle mass 6. Bone mass 7. User memory 8. Setting button 9. Up button 10. Down button. Important Safety Instructions. Read the instructions carefully before using this device. The scale can be used to measure weight only. Place the scale on a hard, flat surface. Step on the scale barefoot. Battery replacement. Cleaning and disinfection. Guarantee. Technical specifications. Weight: 0.1 kg increments. Operating temperature 10 - 40 °C. Batteries 3 x 1.5 V AAA.	[68, 368, 125, 413]
page-text: 1. Display 2. Weight mode 3. Body fat 4. Body water 5. Muscle mass 6. Bone mass 7. User memory 8. Setting button 9. Up button 10. Down button. Important Safety Instructions. Read the instructions carefully before using this device. The scale can be used to measure weight only. Place the scale on a hard, flat surface. Step on the scale barefoot. Battery replacement. Cleaning and disinfection. Guarantee. Technical specifications. Weight: 0.1 kg increments. Operating temperature 10 - 40 °C. Batteries 3 x 1.5 V AAA. 1. Display 2. Weight mode 3. Body fat 4. Body water 5. Muscle mass 6. Bone mass 7. User memory 8. Setting button 9. Up button 10. Down button. Important Safety Instructions. Read the instructions carefully before using this device. The scale can be used to measure weight only. Place the scale on a hard, flat surface. Step on the scale barefoot. Battery replacement. Cleaning and disinfection. Guarantee. Technical specifications. Weight: 0.1 kg increments. Operating temperature 10 - 40 °C. Batteries 3 x 1.5 V AAA. 1. Display 2. Weight mode 3. Body fat 4. Body water 5. Muscle mass 6. Bone mass 7. User memory 8. Setting button 9. Up button 10. Down button. Important Safety Instructions. Read the instructions carefully before using this device. The scale can be used to measure weight only. Place the scale on a hard, flat surface. Step on the scale barefoot. Battery replacement. Cleaning and disinfection. Guarantee. Technical specifications. Weight: 0.1 kg increments. Operating temperature 10 - 40 °C. Batteries 3 x 1.5 V AAA. 1. Display 2. Weight mode 3. Body fat 4. Body water 5. Muscle mass 6. Bone mass 7. User memory 8. Setting button 9. Up button 10. Down button. Important Safety Instructions. Read the instructions carefully before using this device. The scale can be used to measure weight only. Place the scale on a hard, flat surface. Step on the scale barefoot. Battery replacement. Cleaning and disinfection. Guarantee. Technical specifications. Weight: 0.1 kg increments. Operating temperature 10 - 40 °C. Batteries 3 x 1.5 V AAA. 1. Display 2. Weight mode 3. Body fat 4. Body water 5. Muscle mass 6. Bone mass 7. User memory 8. Setting button 9. Up button 10. Down button. Important Safety Instructions. Read the instructions carefully before using this device. The scale can be used to measure weight only. Place the scale on a hard, flat surface. Step on the scale barefoot. Battery replacement. Cleaning and disinfection. Guarantee. Technical specifications. Weight: 0.1 kg increments. Operating temperature 10 - 40 °C. Batteries 3 x 1.5 V AAA. 1. Display 2. Weight mode 3. Body fat 4. Body water 5. Muscle mass 6. Bone mass 7. User memory 8. Setting button 9. Up button 10. Down button. Important Safety Instructions. Read the instructions carefully before using this device. The scale can be used to measure weight only. Place the scale on a hard, flat surface. Step on the scale barefoot. Battery replacement. Cleaning and disinfection. Guarantee. Technical specifications. Weight: 0.1 kg increments. Operating temperature 10 - 40 °C. Batteries 3 x 1.5 V AAA. 1. Display 2. Weight mode 3. Body fat 4. Body water 5. Muscle mass 6. Bone mass 7. User memory 8. Setting button 9. Up button 10. Down button. Important Safety Instructions. Read the instructions carefully before using this device. The scale can be used to measure weight only. Place the scale on a hard, flat surface. Step on the scale barefoot. Battery replacement. Cleaning and disinfection. Guarantee. Technical specifications. Weight: 0.1 kg increments. Operating temperature 10 - 40 °C. Batteries 3 x 1.5 V AAA. 1. Display 2. Weight mode 3. Body fat 4. Body water 5. Muscle mass 6. Bone mass 7. User memory 8. Setting button 9. Up button 10. Down button. Important Safety Instructions. Read the instructions carefully before using this device. The scale can be used to measure weight only. Place the scale on a hard, flat surface. Step on the scale barefoot. Battery replacement. Cleaning and disinfection. Guarantee. Technical specifications. Weight: 0.1 kg increments. Operating temperature 10 - 40 °C. Batteries 3 x 1.5 V AAA.	[387, 14, 445, 358]
page-text: 1. Display 2. Weight mode 3. Body fat 4. Body water 5. Muscle mass 6. Bone mass 7. User memory 8. Setting button 9. Up button 10. Down button. Important Safety Instructions. Read the instructions carefully before using this device. The scale can be used to measure weight only. Place the scale on a hard, flat surface. Step on the scale barefoot. Battery replacement. Cleaning and disinfection. Guarantee. Technical specifications. Weight: 0.1 kg increments. Operating temperature 10 - 40 °C. Batteries 3 x 1.5 V AAA. 1. Display 2. Weight mode 3. Body fat 4. Body water 5. Muscle mass 6. Bone mass 7. User memory 8. Setting button 9. Up button 10. Down button. Important Safety Instructions. Read the instructions carefully before using this device. The scale can be used to measure weight only. Place the scale on a hard, flat surface. Step on the scale barefoot. Battery replacement. Cleaning and disinfection. Guarantee. Technical specifications. Weight: 0.1 kg increments. Operating temperature 10 - 40 °C. Batteries 3 x 1.5 V AAA. 1. Display 2. Weight mode 3. Body fat 4. Body water 5. Muscle mass 6. Bone mass 7. User memory 8. Setting button 9. Up button 10. Down button. Important Safety Instructions. Read the instructions carefully before using this device. The scale can be used to measure weight only. Place the scale on a hard, flat surface. Step on the scale barefoot. Battery replacement. Cleaning and disinfection. Guarantee. Technical specifications. Weight: 0.1 kg increments. Operating temperature 10 - 40 °C. Batteries 3 x 1.5 V AAA. 1. Display 2. Weight mode 3. Body fat 4. Body water 5. Muscle mass 6. Bone mass 7. User memory 8. Setting button 9. Up button 10. Down button. Important Safety Instructions. Read the instructions carefully before using this device. The scale can be used to measure weight only. Place the scale on a hard, flat surface. Step on the scale barefoot. Battery replacement. Cleaning and disinfection. Guarantee. Technical specifications. Weight: 0.1 kg increments. Operating temperature 10 - 40 °C. Batteries 3 x 1.5 V AAA. 1. Display 2. Weight mode 3. Body fat 4. Body water 5. Muscle mass 6. Bone mass 7. User memory 8. Setting button 9. Up button 10. Down button. Important Safety Instructions. Read the instructions carefully before using this device. The scale can be used to measure weight only. Place the scale on a hard, flat surface. Step on the scale barefoot. Battery replacement. Cleaning and disinfection. Guarantee. Technical specifications. Weight: 0.1 kg increments. Operating temperature 10 - 40 °C. Batteries 3 x 1.5 V AAA. 1. Display 2. Weight mode 3. Body fat 4. Body water 5. Muscle mass 6. Bone mass 7. User memory 8. Setting button 9. Up button 10. Down button. Important Safety Instructions. Read the instructions carefully before using this device. The scale can be used to measure weight only. Place the scale on a hard, flat surface. Step on the scale barefoot. Battery replacement. Cleaning and disinfection. Guarantee. Technical specifications. Weight: 0.1 kg increments. Operating temperature 10 - 40 °C. Batteries 3 x 1.5 V AAA. 1. Display 2. Weight mode 3. Body fat 4. Body water 5. Muscle mass 6. Bone mass 7. User memory 8. Setting button 9. Up button 10. Down button. Important Safety Instructions. Read the instructions carefully before using this device. The scale can be used to measure weight only. Place the scale on a hard, flat surface. Step on the scale barefoot. Battery replacement. Cleaning and disinfection. Guarantee. Technical specifications. Weight: 0.1 kg increments. Operating temperature 10 - 40 °C. Batteries 3 x 1.5 V AAA. 1. Display 2. Weight mode 3. Body fat 4. Body water 5. Muscle mass 6. Bone mass 7. User memory 8. Setting button 9. Up button 10. Down button. Important Safety Instructions. Read the instructions carefully before using this device. The scale can be used to measure weight only. Place the scale on a hard, flat surface. Step on the scale barefoot. Battery replacement. Cleaning and disinfection. Guarantee. Technical specifications. Weight: 0.1 kg increments. Operating temperature 10 - 40 °C. Batteries 3 x 1.5 V AAA.	[323, 14, 381, 358]
tap-on-label: TAP ON	[8, 293, 54, 306]
page-title: Microlife WS 80	[323, 3, 365, 9]
brand-logo-2: microlife	[72, 208, 122, 219]
page-text: 1. Display 2. Weight mode 3. Body fat 4. Body water 5. Muscle mass 6. Bone mass 7. User memory 8. Setting button 9. Up button 10. Down button. Important Safety Instructions. Read the instructions carefully before using this device. The scale can be used to measure weight only. Place the scale on a hard, flat surface. Step on the scale barefoot. Battery replacement. Cleaning and disinfection. Guarantee. Technical specifications. Weight: 0.1 kg increments. Operating temperature 10 - 40 °C. Batteries 3 x 1.5 V AAA. 1. Display 2. Weight mode 3. Body fat 4. Body water 5. Muscle mass 6. Bone mass 7. User memory 8. Setting button 9. Up button 10. Down button. Important Safety Instructions. Read the instructions carefully before using this device. The scale can be used to measure weight only. Place the scale on a hard, flat surface. Step on the scale barefoot. Battery replacement. Cleaning and disinfection. Guarantee. Technical specifications. Weight: 0.1 kg increments. Operating temperature 10 - 40 °C. Batteries 3 x 1.5 V AAA. 1. Display 2. Weight mode 3. Body fat 4. Body water 5. Muscle mass 6. Bone mass 7. User memory 8. Setting button 9. Up button 10. Down button. Important Safety Instructions. Read the instructions carefully before using this device. The scale can be used to measure weight only. Place the scale on a hard, flat surface. Step on the scale barefoot. Battery replacement. Cleaning and disinfection. Guarantee. Technical specifications. Weight: 0.1 kg increments. Operating temperature 10 - 40 °C. Batteries 3 x 1.5 V AAA. 1. Display 2. Weight mode 3. Body fat 4. Body water 5. Muscle mass 6. Bone mass 7. User memory 8. Setting button 9. Up button 10. Down button. Important Safety Instructions. Read the instructions carefully before using this device. The scale can be used to measure weight only. Place the scale on a hard, flat surface. Step on the scale barefoot. Battery replacement. Cleaning and disinfection. Guarantee. Technical specifications. Weight: 0.1 kg increments. Operating temperature 10 - 40 °C. Batteries 3 x 1.5 V AAA. 1. Display 2. Weight mode 3. Body fat 4. Body water 5. Muscle mass 6. Bone mass 7. User memory 8. Setting button 9. Up button 10. Down button. Important Safety Instructions. Read the instructions carefully before using this device. The scale can be used to measure weight only. Place the scale on a hard, flat surface. Step on the scale barefoot. Battery replacement. Cleaning and disinfection. Guarantee. Technical specifications. Weight: 0.1 kg increments. Operating temperature 10 - 40 °C. Batteries 3 x 1.5 V AAA. 1. Display 2. Weight mode 3. Body fat 4. Body water 5. Muscle mass 6. Bone mass 7. User memory 8. Setting button 9. Up button 10. Down button. Important Safety Instructions. Read the instructions carefully before using this device. The scale can be used to measure weight only. Place the scale on a hard, flat surface. Step on the scale barefoot. Battery replacement. Cleaning and disinfection. Guarantee. Technical specifications. Weight: 0.1 kg increments. Operating temperature 10 - 40 °C. Batteries 3 x 1.5 V AAA. 1. Display 2. Weight mode 3. Body fat 4. Body water 5. Muscle mass 6. Bone mass 7. User memory 8. Setting button 9. Up button 10. Down button. Important Safety Instructions. Read the instructions carefully before using this device. The scale can be used to measure weight only. Place the scale on a hard, flat surface. Step on the scale barefoot. Battery replacement. Cleaning and disinfection. Guarantee. Technical specifications. Weight: 0.1 kg increments. Operating temperature 10 - 40 °C. Batteries 3 x 1.5 V AAA. 1. Display 2. Weight mode 3. Body fat 4. Body water 5. Muscle mass 6. Bone mass 7. User memory 8. Setting button 9. Up button 10. Down button. Important Safety Instructions. Read the instructions carefully before using this device. The scale can be used to measure weight only. Place the scale on a hard, flat surface. Step on the scale barefoot. Battery replacement. Cleaning and disinfection. Guarantee. Technical specifications. Weight: 0.1 kg increments. Operating temperature 10 - 40 °C. Batteries 3 x 1.5 V AAA.	[707, 14, 765, 358]
page-7: Microlife WS 80 PT 1. Display 2. Weight mode 3. Body fat 4. Body water 5. Muscle mass 6. Bone mass 7. User memory 8. Setting button 9. Up button 10. Down button. Important Safety Instructions. Read the instructions carefully before using this device. The scale can be used to measure weight only. Place the scale on a hard, flat surface. Step on the scale barefoot. Battery replacement. Cleaning and disinfection. Guarantee. Technical specifications. Weight: 0.1 kg increments. Operating temperature 10 - 40 °C. Batteries 3 x 1.5 V AAA. 1. Display 2. Weight mode 3. Body fat 4. Body water 5. Muscle mass 6. Bone mass 7. User memory 8. Setting button 9. Up button 10. Down button. Important Safety Instructions. Read the instructions carefully before using this device. The scale can be used to measure weight only. Place the scale on a hard, flat surface. Step on the scale barefoot. Battery replacement. Cleaning and disinfection. Guarantee. Technical specifications. Weight: 0.1 kg increments. Operating temperature 10 - 40 °C. Batteries 3 x 1.5 V AAA. 1. Display 2. Weight mode 3. Body fat 4. Body water 5. Muscle mass 6. Bone mass 7. User memory 8. Setting button 9. Up button 10. Down button. Important Safety Instructions. Read the instructions carefully before using this device. The scale can be used to measure weight only. Place the scale on a hard, flat surface. Step on the scale barefoot. Battery replacement. Cleaning and disinfection. Guarantee. Technical specifications. Weight: 0.1 kg increments. Operating temperature 10 - 40 °C. Batteries 3 x 1.5 V AAA. 1. Display 2. Weight mode 3. Body fat 4. Body water 5. Muscle mass 6. Bone mass 7. User memory 8. Setting button 9. Up button 10. Down button. Important Safety Instructions. Read the instructions carefully before using this device. The scale can be used to measure weight only. Place the scale on a hard, flat surface. Step on the scale barefoot. Battery replacement. Cleaning and disinfection. Guarantee. Technical specifications. Weight: 0.1 kg increments. Operating temperature 10 - 40 °C. Batteries 3 x 1.5 V AAA. 1. Display 2. Weight mode 3. Body fat 4. Body water 5. Muscle mass 6. Bone mass 7. User memory 8. Setting button 9. Up button 10. Down button. Important Safety Instructions. Read the instructions carefully before using this device. The scale can be used to measure weight only. Place the scale on a hard, flat surface. Step on the scale barefoot. Battery replacement. Cleaning and disinfection. Guarantee. Technical specifications. Weight: 0.1 kg increments. Operating temperature 10 - 40 °C. Batteries 3 x 1.5 V AAA. 1. Display 2. Weight mode 3. Body fat 4. Body water 5. Muscle mass 6. Bone mass 7. User memory 8. Setting button 9. Up button 10. Down button. Important Safety Instructions. Read the instructions carefully before using this device. The scale can be used to measure weight only. Place the scale on a hard, flat surface. Step on the scale barefoot. Battery replacement. Cleaning and disinfection. Guarantee. Technical specifications. Weight: 0.1 kg increments. Operating temperature 10 - 40 °C. Batteries 3 x 1.5 V AAA. 1. Display 2. Weight mode 3. Body fat 4. Body water 5. Muscle mass 6. Bone mass 7. User memory 8. Setting button 9. Up button 10. Down button. Important Safety Instructions. Read the instructions carefully before using this device. The scale can be used to measure weight only. Place the scale on a hard, flat surface. Step on the scale barefoot. Battery replacement. Cleaning and disinfection. Guarantee. Technical specifications. Weight: 0.1 kg increments. Operating temperature 10 - 40 °C. Batteries 3 x 1.5 V AAA. 1. Display 2. Weight mode 3. Body fat 4. Body water 5. Muscle mass 6. Bone mass 7. User memory 8. Setting button 9. Up button 10. Down button. Important Safety Instructions. Read the instructions carefully before using this device. The scale can be used to measure weight only. Place the scale on a hard, flat surface. Step on the scale barefoot. Battery replacement. Cleaning and disinfection. Guarantee. Technical specifications. Weight: 0.1 kg increments. Operating temperature 10 - 40 °C. Batteries 3 x 1.5 V AAA.	[512, 0, 577, 414]
page-10: Microlife WS 80 PL 1. Display 2. Weight mode 3. Body fat 4. Body water 5. Muscle mass 6. Bone mass 7. User memory 8. Setting button 9. Up button 10. Down button. Important Safety Instructions. Read the instructions carefully before using this device. The scale can be used to measure weight only. Place the scale on a hard, flat surface. Step on the scale barefoot. Battery replacement. Cleaning and disinfection. Guarantee. Technical specifications. Weight: 0.1 kg increments. Operating temperature 10 - 40 °C. Batteries 3 x 1.5 V AAA. 1. Display 2. Weight mode 3. Body fat 4. Body water 5. Muscle mass 6. Bone mass 7. User memory 8. Setting button 9. Up button 10. Down button. Important Safety Instructions. Read the instructions carefully before using this device. The scale can be used to measure weight only. Place the scale on a hard, flat surface. Step on the scale barefoot. Battery replacement. Cleaning and disinfection. Guarantee. Technical specifications. Weight: 0.1 kg increments. Operating temperature 10 - 40 °C. Batteries 3 x 1.5 V AAA. 1. Display 2. Weight mode 3. Body fat 4. Body water 5. Muscle mass 6. Bone mass 7. User memory 8. Setting button 9. Up button 10. Down button. Important Safety Instructions. Read the instructions carefully before using this device. The scale can be used to measure weight only. Place the scale on a hard, flat surface. Step on the scale barefoot. Battery replacement. Cleaning and disinfection. Guarantee. Technical specifications. Weight: 0.1 kg increments. Operating temperature 10 - 40 °C. Batteries 3 x 1.5 V AAA. 1. Display 2. Weight mode 3. Body fat 4. Body water 5. Muscle mass 6. Bone mass 7. User memory 8. Setting button 9. Up button 10. Down button. Important Safety Instructions. Read the instructions carefully before using this device. The scale can be used to measure weight only. Place the scale on a hard, flat surface. Step on the scale barefoot. Battery replacement. Cleaning and disinfection. Guarantee. Technical specifications. Weight: 0.1 kg increments. Operating temperature 10 - 40 °C. Batteries 3 x 1.5 V AAA. 1. Display 2. Weight mode 3. Body fat 4. Body water 5. Muscle mass 6. Bone mass 7. User memory 8. Setting button 9. Up button 10. Down button. Important Safety Instructions. Read the instructions carefully before using this device. The scale can be used to measure weight only. Place the scale on a hard, flat surface. Step on the scale barefoot. Battery replacement. Cleaning and disinfection. Guarantee. Technical specifications. Weight: 0.1 kg increments. Operating temperature 10 - 40 °C. Batteries 3 x 1.5 V AAA. 1. Display 2. Weight mode 3. Body fat 4. Body water 5. Muscle mass 6. Bone mass 7. User memory 8. Setting button 9. Up button 10. Down button. Important Safety Instructions. Read the instructions carefully before using this device. The scale can be used to measure weight only. Place the scale on a hard, flat surface. Step on the scale barefoot. Battery replacement. Cleaning and disinfection. Guarantee. Technical specifications. Weight: 0.1 kg increments. Operating temperature 10 - 40 °C. Batteries 3 x 1.5 V AAA. 1. Display 2. Weight mode 3. Body fat 4. Body water 5. Muscle mass 6. Bone mass 7. User memory 8. Setting button 9. Up button 10. Down button. Important Safety Instructions. Read the instructions carefully before using this device. The scale can be used to measure weight only. Place the scale on a hard, flat surface. Step on the scale barefoot. Battery replacement. Cleaning and disinfection. Guarantee. Technical specifications. Weight: 0.1 kg increments. Operating temperature 10 - 40 °C. Batteries 3 x 1.5 V AAA. 1. Display 2. Weight mode 3. Body fat 4. Body water 5. Muscle mass 6. Bone mass 7. User memory 8. Setting button 9. Up button 10. Down button. Important Safety Instructions. Read the instructions carefully before using this device. The scale can be used to measure weight only. Place the scale on a hard, flat surface. Step on the scale barefoot. Battery replacement. Cleaning and disinfection. Guarantee. Technical specifications. Weight: 0.1 kg increments. Operating temperature 10 - 40 °C. Batteries 3 x 1.5 V AAA.	[704, 0, 768, 414]
lcd-7: 250.5	[74, 350, 118, 360]
scale-illustration	[22, 24, 58, 60]
page-8: Microlife WS 80 GR 1. Display 2. Weight mode 3. Body fat 4. Body water 5. Muscle mass 6. Bone mass 7. User memory 8. Setting button 9. Up button 10. Down button. Important Safety Instructions. Read the instructions carefully before using this device. The scale can be used to measure weight only. Place the scale on a hard, flat surface. Step on the scale barefoot. Battery replacement. Cleaning and disinfection. Guarantee. Technical specifications. Weight: 0.1 kg increments. Operating temperature 10 - 40 °C. Batteries 3 x 1.5 V AAA. 1. Display 2. Weight mode 3. Body fat 4. Body water 5. Muscle mass 6. Bone mass 7. User memory 8. Setting button 9. Up button 10. Down button. Important Safety Instructions. Read the instructions carefully before using this device. The scale can be used to measure weight only. Place the scale on a hard, flat surface. Step on the scale barefoot. Battery replacement. Cleaning and disinfection. Guarantee. Technical specifications. Weight: 0.1 kg increments. Operating temperature 10 - 40 °C. Batteries 3 x 1.5 V AAA. 1. Display 2. Weight mode 3. Body fat 4. Body water 5. Muscle mass 6. Bone mass 7. User memory 8. Setting button 9. Up button 10. Down button. Important Safety Instructions. Read the instructions carefully before using this device. The scale can be used to measure weight only. Place the scale on a hard, flat surface. Step on the scale barefoot. Battery replacement. Cleaning and disinfection. Guarantee. Technical specifications. Weight: 0.1 kg increments. Operating temperature 10 - 40 °C. Batteries 3 x 1.5 V AAA. 1. Display 2. Weight mode 3. Body fat 4. Body water 5. Muscle mass 6. Bone mass 7. User memory 8. Setting button 9. Up button 10. Down button. Important Safety Instructions. Read the instructions carefully before using this device. The scale can be used to measure weight only. Place the scale on a hard, flat surface. Step on the scale barefoot. Battery replacement. Cleaning and disinfection. Guarantee. Technical specifications. Weight: 0.1 kg increments. Operating temperature 10 - 40 °C. Batteries 3 x 1.5 V AAA. 1. Display 2. Weight mode 3. Body fat 4. Body water 5. Muscle mass 6. Bone mass 7. User memory 8. Setting button 9. Up button 10. Down button. Important Safety Instructions. Read the instructions carefully before using this device. The scale can be used to measure weight only. Place the scale on a hard, flat surface. Step on the scale barefoot. Battery replacement. Cleaning and disinfection. Guarantee. Technical specifications. Weight: 0.1 kg increments. Operating temperature 10 - 40 °C. Batteries 3 x 1.5 V AAA. 1. Display 2. Weight mode 3. Body fat 4. Body water 5. Muscle mass 6. Bone mass 7. User memory 8. Setting button 9. Up button 10. Down button. Important Safety Instructions. Read the instructions carefully before using this device. The scale can be used to measure weight only. Place the scale on a hard, flat surface. Step on the scale barefoot. Battery replacement. Cleaning and disinfection. Guarantee. Technical specifications. Weight: 0.1 kg increments. Operating temperature 10 - 40 °C. Batteries 3 x 1.5 V AAA. 1. Display 2. Weight mode 3. Body fat 4. Body water 5. Muscle mass 6. Bone mass 7. User memory 8. Setting button 9. Up button 10. Down button. Important Safety Instructions. Read the instructions carefully before using this device. The scale can be used to measure weight only. Place the scale on a hard, flat surface. Step on the scale barefoot. Battery replacement. Cleaning and disinfection. Guarantee. Technical specifications. Weight: 0.1 kg increments. Operating temperature 10 - 40 °C. Batteries 3 x 1.5 V AAA. 1. Display 2. Weight mode 3. Body fat 4. Body water 5. Muscle mass 6. Bone mass 7. User memory 8. Setting button 9. Up button 10. Down button. Important Safety Instructions. Read the instructions carefully before using this device. The scale can be used to measure weight only. Place the scale on a hard, flat surface. Step on the scale barefoot. Battery replacement. Cleaning and disinfection. Guarantee. Technical specifications. Weight: 0.1 kg increments. Operating temperature 10 - 40 °C. Batteries 3 x 1.5 V AAA.	[576, 0, 641, 414]
display-panel	[64, 0, 129, 414]
page-1: Microlife WS 80 EN 1. Display 2. Weight mode 3. Body fat 4. Body water 5. Muscle mass 6. Bone mass 7. User memory 8. Setting button 9. Up button 10. Down button. Important Safety Instructions. Read the instructions carefully before using this device. The scale can be used to measure weight only. Place the scale on a hard, flat surface. Step on the scale barefoot. Battery replacement. Cleaning and disinfection. Guarantee. Technical specifications. Weight: 0.1 kg increments. Operating temperature 10 - 40 °C. Batteries 3 x 1.5 V AAA. 1. Display 2. Weight mode 3. Body fat 4. Body water 5. Muscle mass 6. Bone mass 7. User memory 8. Setting button 9. Up button 10. Down button. Important Safety Instructions. Read the instructions carefully before using this device. The scale can be used to measure weight only. Place the scale on a hard, flat surface. Step on the scale barefoot. Battery replacement. Cleaning and disinfection. Guarantee. Technical specifications. Weight: 0.1 kg increments. Operating temperature 10 - 40 °C. Batteries 3 x 1.5 V AAA. 1. Display 2. Weight mode 3. Body fat 4. Body water 5. Muscle mass 6. Bone mass 7. User memory 8. Setting button 9. Up button 10. Down button. Important Safety Instructions. Read the instructions carefully before using this device. The scale can be used to measure weight only. Place the scale on a hard, flat surface. Step on the scale barefoot. Battery replacement. Cleaning and disinfection. Guarantee. Technical specifications. Weight: 0.1 kg increments. Operating temperature 10 - 40 °C. Batteries 3 x 1.5 V AAA. 1. Display 2. Weight mode 3. Body fat 4. Body water 5. Muscle mass 6. Bone mass 7. User memory 8. Setting button 9. Up button 10. Down button. Important Safety Instructions. Read the instructions carefully before using this device. The scale can be used to measure weight only. Place the scale on a hard, flat surface. Step on the scale barefoot. Battery replacement. Cleaning and disinfection. Guarantee. Technical specifications. Weight: 0.1 kg increments. Operating temperature 10 - 40 °C. Batteries 3 x 1.5 V AAA. 1. Display 2. Weight mode 3. Body fat 4. Body water 5. Muscle mass 6. Bone mass 7. User memory 8. Setting button 9. Up button 10. Down button. Important Safety Instructions. Read the instructions carefully before using this device. The scale can be used to measure weight only. Place the scale on a hard, flat surface. Step on the scale barefoot. Battery replacement. Cleaning and disinfection. Guarantee. Technical specifications. Weight: 0.1 kg increments. Operating temperature 10 - 40 °C. Batteries 3 x 1.5 V AAA. 1. Display 2. Weight mode 3. Body fat 4. Body water 5. Muscle mass 6. Bone mass 7. User memory 8. Setting button 9. Up button 10. Down button. Important Safety Instructions. Read the instructions carefully before using this device. The scale can be used to measure weight only. Place the scale on a hard, flat surface. Step on the scale barefoot. Battery replacement. Cleaning and disinfection. Guarantee. Technical specifications. Weight: 0.1 kg increments. Operating temperature 10 - 40 °C. Batteries 3 x 1.5 V AAA. 1. Display 2. Weight mode 3. Body fat 4. Body water 5. Muscle mass 6. Bone mass 7. User memory 8. Setting button 9. Up button 10. Down button. Important Safety Instructions. Read the instructions carefully before using this device. The scale can be used to measure weight only. Place the scale on a hard, flat surface. Step on the scale barefoot. Battery replacement. Cleaning and disinfection. Guarantee. Technical specifications. Weight: 0.1 kg increments. Operating temperature 10 - 40 °C. Batteries 3 x 1.5 V AAA. 1. Display 2. Weight mode 3. Body fat 4. Body water 5. Muscle mass 6. Bone mass 7. User memory 8. Setting button 9. Up button 10. Down button. Important Safety Instructions. Read the instructions carefully before using this device. The scale can be used to measure weight only. Place the scale on a hard, flat surface. Step on the scale barefoot. Battery replacement. Cleaning and disinfection. Guarantee. Technical specifications. Weight: 0.1 kg increments. Operating temperature 10 - 40 °C. Batteries 3 x 1.5 V AAA.	[128, 0, 193, 414]
page-title: Microlife WS 80	[451, 3, 493, 9]
page-2: Microlife WS 80 FR 1. Display 2. Weight mode 3. Body fat 4. Body water 5. Muscle mass 6. Bone mass 7. User memory 8. Setting button 9. Up button 10. Down button. Important Safety Instructions. Read the instructions carefully before using this device. The scale can be used to measure weight only. Place the scale on a hard, flat surface. Step on the scale barefoot. Battery replacement. Cleaning and disinfection. Guarantee. Technical specifications. Weight: 0.1 kg increments. Operating temperature 10 - 40 °C. Batteries 3 x 1.5 V AAA. 1. Display 2. Weight mode 3. Body fat 4. Body water 5. Muscle mass 6. Bone mass 7. User memory 8. Setting button 9. Up button 10. Down button. Important Safety Instructions. Read the instructions carefully before using this device. The scale can be used to measure weight only. Place the scale on a hard, flat surface. Step on the scale barefoot. Battery replacement. Cleaning and disinfection. Guarantee. Technical specifications. Weight: 0.1 kg increments. Operating temperature 10 - 40 °C. Batteries 3 x 1.5 V AAA. 1. Display 2. Weight mode 3. Body fat 4. Body water 5. Muscle mass 6. Bone mass 7. User memory 8. Setting button 9. Up button 10. Down button. Important Safety Instructions. Read the instructions carefully before using this device. The scale can be used to measure weight only. Place the scale on a hard, flat surface. Step on the scale barefoot. Battery replacement. Cleaning and disinfection. Guarantee. Technical specifications. Weight: 0.1 kg increments. Operating temperature 10 - 40 °C. Batteries 3 x 1.5 V AAA. 1. Display 2. Weight mode 3. Body fat 4. Body water 5. Muscle mass 6. Bone mass 7. User memory 8. Setting button 9. Up button 10. Down button. Important Safety Instructions. Read the instructions carefully before using this device. The scale can be used to measure weight only. Place the scale on a hard, flat surface. Step on the scale barefoot. Battery replacement. Cleaning and disinfection. Guarantee. Technical specifications. Weight: 0.1 kg increments. Operating temperature 10 - 40 °C. Batteries 3 x 1.5 V AAA. 1. Display 2. Weight mode 3. Body fat 4. Body water 5. Muscle mass 6. Bone mass 7. User memory 8. Setting button 9. Up button 10. Down button. Important Safety Instructions. Read the instructions carefully before using this device. The scale can be used to measure weight only. Place the scale on a hard, flat surface. Step on the scale barefoot. Battery replacement. Cleaning and disinfection. Guarantee. Technical specifications. Weight: 0.1 kg increments. Operating temperature 10 - 40 °C. Batteries 3 x 1.5 V AAA. 1. Display 2. Weight mode 3. Body fat 4. Body water 5. Muscle mass 6. Bone mass 7. User memory 8. Setting button 9. Up button 10. Down button. Important Safety Instructions. Read the instructions carefully before using this device. The scale can be used to measure weight only. Place the scale on a hard, flat surface. Step on the scale barefoot. Battery replacement. Cleaning and disinfection. Guarantee. Technical specifications. Weight: 0.1 kg increments. Operating temperature 10 - 40 °C. Batteries 3 x 1.5 V AAA. 1. Display 2. Weight mode 3. Body fat 4. Body water 5. Muscle mass 6. Bone mass 7. User memory 8. Setting button 9. Up button 10. Down button. Important Safety Instructions. Read the instructions carefully before using this device. The scale can be used to measure weight only. Place the scale on a hard, flat surface. Step on the scale barefoot. Battery replacement. Cleaning and disinfection. Guarantee. Technical specifications. Weight: 0.1 kg increments. Operating temperature 10 - 40 °C. Batteries 3 x 1.5 V AAA. 1. Display 2. Weight mode 3. Body fat 4. Body water 5. Muscle mass 6. Bone mass 7. User memory 8. Setting button 9. Up button 10. Down button. Important Safety Instructions. Read the instructions carefully before using this device. The scale can be used to measure weight only. Place the scale on a hard, flat surface. Step on the scale barefoot. Battery replacement. Cleaning and disinfection. Guarantee. Technical specifications. Weight: 0.1 kg increments. Operating temperature 10 - 40 °C. Batteries 3 x 1.5 V AAA.	[192, 0, 257, 414]
page-6: Microlife WS 80 NL 1. Display 2. Weight mode 3. Body fat 4. Body water 5. Muscle mass 6. Bone mass 7. User memory 8. Setting button 9. Up button 10. Down button. Important Safety Instructions. Read the instructions carefully before using this device. The scale can be used to measure weight only. Place the scale on a hard, flat surface. Step on the scale barefoot. Battery replacement. Cleaning and disinfection. Guarantee. Technical specifications. Weight: 0.1 kg increments. Operating temperature 10 - 40 °C. Batteries 3 x 1.5 V AAA. 1. Display 2. Weight mode 3. Body fat 4. Body water 5. Muscle mass 6. Bone mass 7. User memory 8. Setting button 9. Up button 10. Down button. Important Safety Instructions. Read the instructions carefully before using this device. The scale can be used to measure weight only. Place the scale on a hard, flat surface. Step on the scale barefoot. Battery replacement. Cleaning and disinfection. Guarantee. Technical specifications. Weight: 0.1 kg increments. Operating temperature 10 - 40 °C. Batteries 3 x 1.5 V AAA. 1. Display 2. Weight mode 3. Body fat 4. Body water 5. Muscle mass 6. Bone mass 7. User memory 8. Setting button 9. Up button 10. Down button. Important Safety Instructions. Read the instructions carefully before using this device. The scale can be used to measure weight only. Place the scale on a hard, flat surface. Step on the scale barefoot. Battery replacement. Cleaning and disinfection. Guarantee. Technical specifications. Weight: 0.1 kg increments. Operating temperature 10 - 40 °C. Batteries 3 x 1.5 V AAA. 1. Display 2. Weight mode 3. Body fat 4. Body water 5. Muscle mass 6. Bone mass 7. User memory 8. Setting button 9. Up button 10. Down button. Important Safety Instructions. Read the instructions carefully before using this device. The scale can be used to measure weight only. Place the scale on a hard, flat surface. Step on the scale barefoot. Battery replacement. Cleaning and disinfection. Guarantee. Technical specifications. Weight: 0.1 kg increments. Operating temperature 10 - 40 °C. Batteries 3 x 1.5 V AAA. 1. Display 2. Weight mode 3. Body fat 4. Body water 5. Muscle mass 6. Bone mass 7. User memory 8. Setting button 9. Up button 10. Down button. Important Safety Instructions. Read the instructions carefully before using this device. The scale can be used to measure weight only. Place the scale on a hard, flat surface. Step on the scale barefoot. Battery replacement. Cleaning and disinfection. Guarantee. Technical specifications. Weight: 0.1 kg increments. Operating temperature 10 - 40 °C. Batteries 3 x 1.5 V AAA. 1. Display 2. Weight mode 3. Body fat 4. Body water 5. Muscle mass 6. Bone mass 7. User memory 8. Setting button 9. Up button 10. Down button. Important Safety Instructions. Read the instructions carefully before using this device. The scale can be used to measure weight only. Place the scale on a hard, flat surface. Step on the scale barefoot. Battery replacement. Cleaning and disinfection. Guarantee. Technical specifications. Weight: 0.1 kg increments. Operating temperature 10 - 40 °C. Batteries 3 x 1.5 V AAA. 1. Display 2. Weight mode 3. Body fat 4. Body water 5. Muscle mass 6. Bone mass 7. User memory 8. Setting button 9. Up button 10. Down button. Important Safety Instructions. Read the instructions carefully before using this device. The scale can be used to measure weight only. Place the scale on a hard, flat surface. Step on the scale barefoot. Battery replacement. Cleaning and disinfection. Guarantee. Technical specifications. Weight: 0.1 kg increments. Operating temperature 10 - 40 °C. Batteries 3 x 1.5 V AAA. 1. Display 2. Weight mode 3. Body fat 4. Body water 5. Muscle mass 6. Bone mass 7. User memory 8. Setting button 9. Up button 10. Down button. Important Safety Instructions. Read the instructions carefully before using this device. The scale can be used to measure weight only. Place the scale on a hard, flat surface. Step on the scale barefoot. Battery replacement. Cleaning and disinfection. Guarantee. Technical specifications. Weight: 0.1 kg increments. Operating temperature 10 - 40 °C. Batteries 3 x 1.5 V AAA.	[448, 0, 513, 414]
model-label: WS 80	[6, 205, 28, 212]
